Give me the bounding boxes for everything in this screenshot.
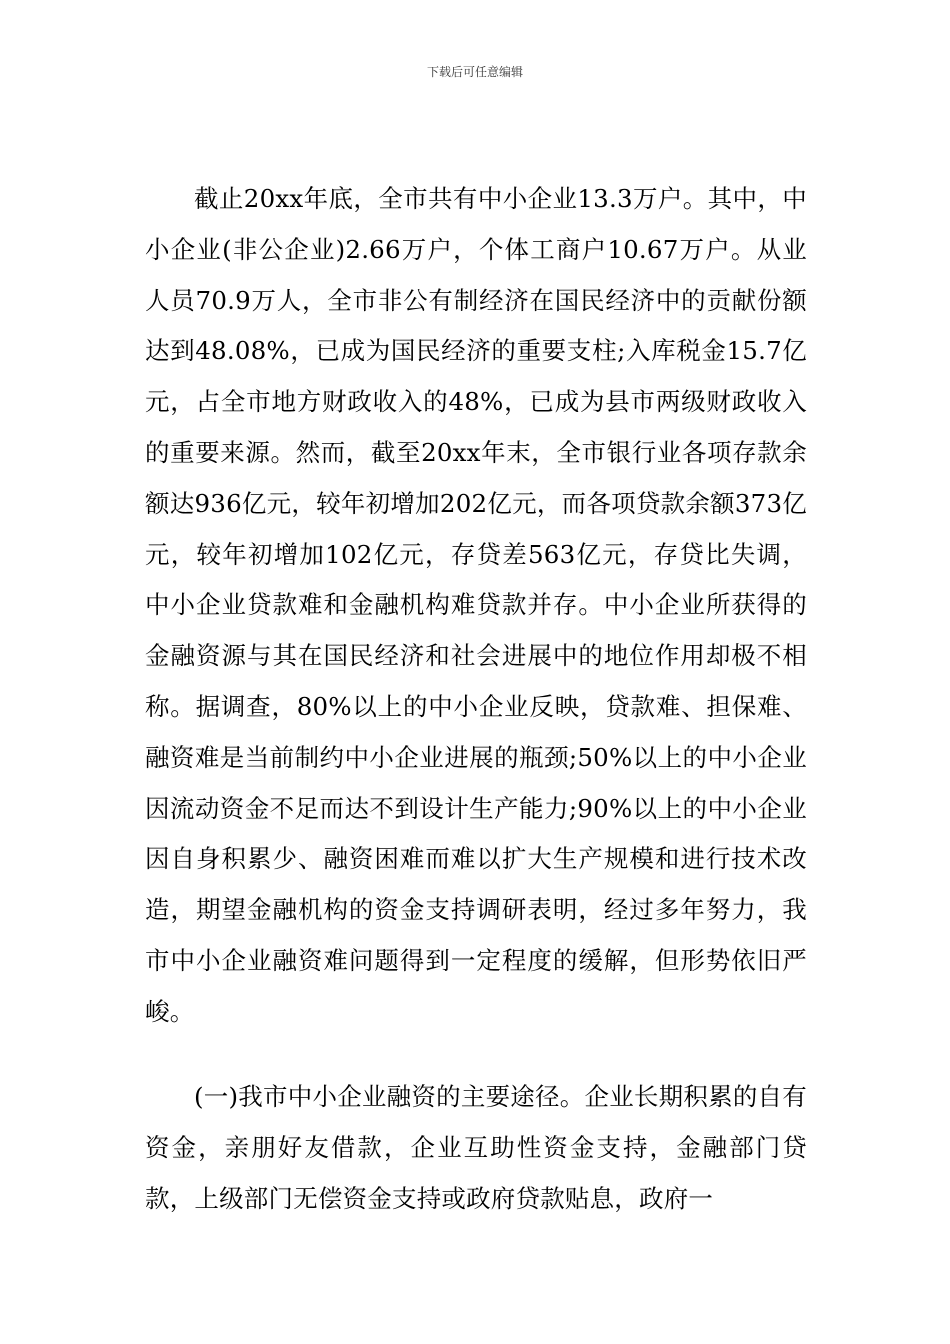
- page-header: 下载后可任意编辑: [426, 65, 523, 79]
- body-paragraph: 截止20xx年底，全市共有中小企业13.3万户。其中，中小企业(非公企业)2.66万户，个体工商户10.67万户。从业人员70.9万人，全市非公有制经济在国民经济中的贡献份额达到48.08%，已成为国民经济的重要支柱;入库税金15.7亿元，占全市地方财政收入的48%，已成为县市两级财政收入的重要来源。然而，截至20xx年末，全市银行业各项存款余额达936亿元，较年初增加202亿元，而各项贷款余额373亿元，较年初增加102亿元，存贷差563亿元，存贷比失调，中小企业贷款难和金融机构难贷款并存。中小企业所获得的金融资源与其在国民经济和社会进展中的地位作用却极不相称。据调查，80%以上的中小企业反映，贷款难、担保难、融资难是当前制约中小企业进展的瓶颈;50%以上的中小企业因流动资金不足而达不到设计生产能力;90%以上的中小企业因自身积累少、融资困难而难以扩大生产规模和进行技术改造，期望金融机构的资金支持调研表明，经过多年努力，我市中小企业融资难问题得到一定程度的缓解，但形势依旧严峻。: [145, 184, 807, 1026]
- body-paragraph: (一)我市中小企业融资的主要途径。企业长期积累的自有资金，亲朋好友借款，企业互助性资金支持，金融部门贷款，上级部门无偿资金支持或政府贷款贴息，政府一: [145, 1082, 807, 1213]
